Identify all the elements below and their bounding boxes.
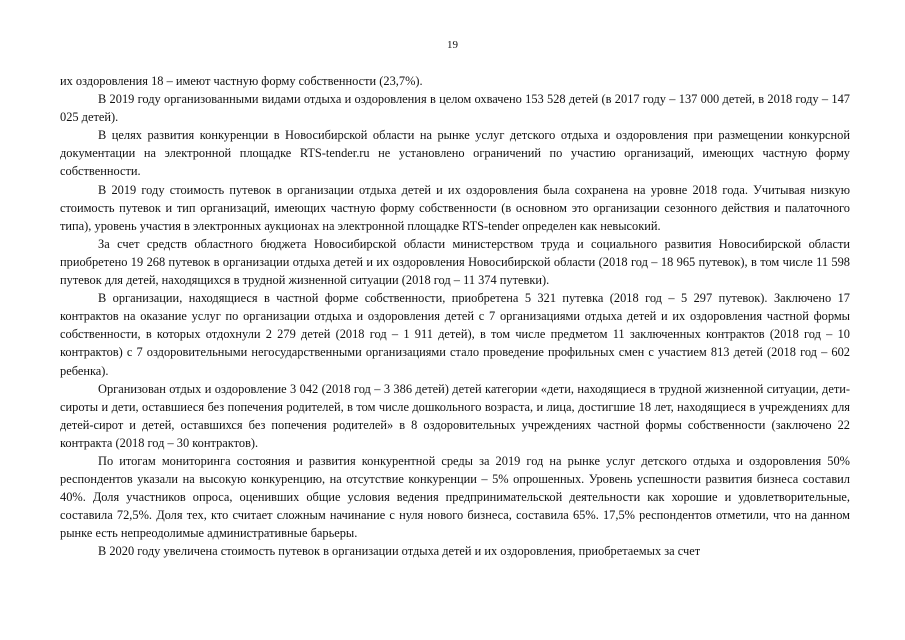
document-body: [60, 72, 850, 561]
paragraph-monitoring-results: По итогам мониторинга состояния и развития конкурентной среды за 2019 год на рынке услуг детского отдыха и оздоровления 50% респондентов указали на высокую конкуренцию, на отсутствие конкуренции – 5% опрошенных. Уровень успешности развития бизнеса составил 40%. Доля участников опроса, оценивших общие условия ведения предпринимательской деятельности как хорошие и удовлетворительные, составила 72,5%. Доля тех, кто считает сложным начинание с нуля нового бизнеса, составила 65%. 17,5% респондентов отметили, что на данном рынке есть непреодолимые административные барьеры.: [60, 453, 850, 541]
paragraph-orphans-recreation: Организован отдых и оздоровление 3 042 (2018 год – 3 386 детей) детей категории «дети, находящиеся в трудной жизненной ситуации, дети-сироты и дети, оставшиеся без попечения родителей, в том числе дошкольного возраста, и лица, достигшие 18 лет, находящиеся в учреждениях для детей-сирот и детей, оставшихся без попечения родителей» в 8 оздоровительных учреждениях частной формы собственности (заключено 22 контракта (2018 год – 30 контрактов).: [60, 381, 850, 450]
paragraph-coverage-2019: В 2019 году организованными видами отдыха и оздоровления в целом охвачено 153 528 детей (в 2017 году – 137 000 детей, в 2018 году – 147 025 детей).: [60, 92, 850, 125]
page-number: 19: [447, 39, 458, 51]
paragraph-continuation: их оздоровления 18 – имеют частную форму собственности (23,7%).: [60, 74, 423, 88]
paragraph-voucher-cost: В 2019 году стоимость путевок в организации отдыха детей и их оздоровления была сохранена на уровне 2018 года. Учитывая низкую стоимость путевок и тип организаций, имеющих частную форму собственности (в основном это организации сезонного действия и палаточного типа), уровень участия в электронных аукционах на электронной площадке RTS-tender определен как невысокий.: [60, 182, 850, 233]
paragraph-competition-development: В целях развития конкуренции в Новосибирской области на рынке услуг детского отдыха и оздоровления при размещении конкурсной документации на электронной площадке RTS-tender.ru не установлено ограничений по участию организаций, имеющих частную форму собственности.: [60, 128, 850, 179]
paragraph-private-organizations: В организации, находящиеся в частной форме собственности, приобретена 5 321 путевка (2018 год – 5 297 путевок). Заключено 17 контрактов на оказание услуг по организации отдыха и оздоровления детей с 7 организациями отдыха детей и их оздоровления частной формы собственности, в которых отдохнули 2 279 детей (2018 год – 1 911 детей), в том числе предметом 11 заключенных контрактов (2018 год – 10 контрактов) с 7 оздоровительными негосударственными организациями стало проведение профильных смен с участием 813 детей (2018 год – 602 ребенка).: [60, 291, 850, 378]
paragraph-2020-cost-increase: В 2020 году увеличена стоимость путевок в организации отдыха детей и их оздоровления, приобретаемых за счет: [98, 544, 701, 559]
paragraph-regional-budget: За счет средств областного бюджета Новосибирской области министерством труда и социального развития Новосибирской области приобретено 19 268 путевок в организации отдыха детей и их оздоровления Новосибирской области (2018 год – 18 965 путевок), в том числе 11 598 путевок для детей, находящихся в трудной жизненной ситуации (2018 год – 11 374 путевки).: [60, 236, 850, 288]
